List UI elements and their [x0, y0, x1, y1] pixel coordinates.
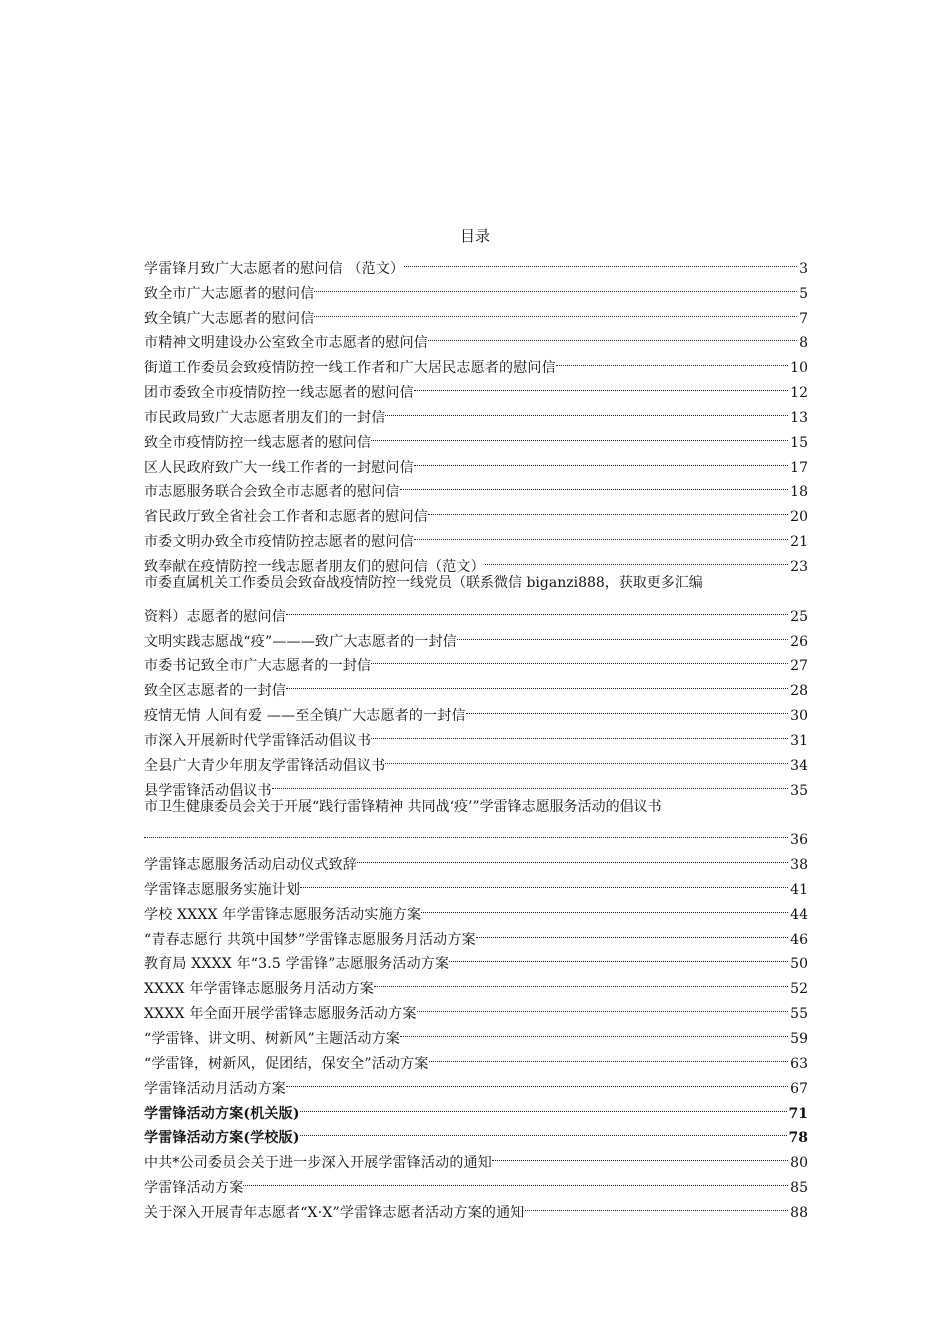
- toc-leader-dots: [374, 968, 788, 993]
- toc-entry-title: 街道工作委员会致疫情防控一线工作者和广大居民志愿者的慰问信: [144, 360, 556, 377]
- toc-entry-title: “学雷锋，树新风，促团结，保安全”活动方案: [144, 1055, 429, 1072]
- toc-page-number: 59: [790, 1031, 808, 1047]
- toc-leader-dots: [466, 695, 788, 720]
- toc-entry[interactable]: [144, 571, 808, 625]
- toc-leader-dots: [300, 869, 788, 894]
- toc-leader-dots: [385, 397, 788, 422]
- toc-entry-title: 学雷锋月致广大志愿者的慰问信 （范文）: [144, 260, 405, 277]
- toc-leader-dots: [492, 1142, 788, 1167]
- toc-page-number: 17: [790, 459, 808, 476]
- toc-entry-title: 中共*公司委员会关于进一步深入开展学雷锋活动的通知: [144, 1155, 492, 1172]
- toc-entry[interactable]: [144, 844, 808, 874]
- toc-page-number: 41: [790, 881, 808, 898]
- toc-entry-title: 学校 XXXX 年学雷锋志愿服务活动实施方案: [144, 906, 422, 923]
- toc-entry-title: “学雷锋、讲文明、树新风”主题活动方案: [144, 1031, 401, 1047]
- toc-entry-title: 市卫生健康委员会关于开展“践行雷锋精神 共同战‘疫’”学雷锋志愿服务活动的倡议书: [144, 798, 662, 815]
- toc-page-number: 21: [790, 534, 808, 551]
- toc-leader-dots: [314, 273, 797, 298]
- toc-list: [144, 248, 808, 1221]
- toc-entry[interactable]: [144, 795, 808, 849]
- toc-leader-dots: [400, 1018, 788, 1043]
- toc-entry-title: 市委文明办致全市疫情防控志愿者的慰问信: [144, 534, 414, 551]
- toc-entry[interactable]: [144, 248, 808, 277]
- toc-page-number: 80: [790, 1155, 808, 1172]
- toc-entry-title: XXXX 年学雷锋志愿服务月活动方案: [144, 981, 374, 998]
- toc-line: [144, 819, 808, 849]
- toc-page-number: 85: [790, 1180, 808, 1197]
- toc-entry-title: “青春志愿行 共筑中国梦”学雷锋志愿服务月活动方案: [144, 931, 476, 948]
- toc-page-number: 13: [790, 409, 808, 426]
- toc-leader-dots: [476, 919, 788, 944]
- toc-page-number: 35: [790, 782, 808, 799]
- toc-leader-dots: [417, 993, 789, 1018]
- toc-page-number: 46: [790, 931, 808, 948]
- toc-page-number: 15: [790, 434, 808, 451]
- toc-leader-dots: [457, 621, 788, 646]
- toc-leader-dots: [286, 596, 788, 621]
- toc-entry-title: 全县广大青少年朋友学雷锋活动倡议书: [144, 757, 386, 774]
- toc-entry-title: 市委直属机关工作委员会致奋战疫情防控一线党员（联系微信 biganzi888，获取更多汇编: [144, 574, 703, 591]
- toc-entry-title: 致全市广大志愿者的慰问信: [144, 285, 315, 302]
- toc-page-number: 31: [790, 732, 808, 749]
- toc-page-number: 5: [799, 285, 808, 302]
- toc-leader-dots: [300, 1093, 787, 1118]
- toc-entry-title: 市精神文明建设办公室致全市志愿者的慰问信: [144, 335, 428, 352]
- toc-entry[interactable]: [144, 1167, 808, 1197]
- toc-page-number: 34: [790, 757, 808, 774]
- toc-entry-title: 资料）志愿者的慰问信: [144, 608, 286, 625]
- toc-leader-dots: [556, 347, 788, 372]
- toc-entry-title: 学雷锋活动月活动方案: [144, 1080, 286, 1097]
- toc-leader-dots: [400, 472, 789, 497]
- toc-page-number: 23: [790, 558, 808, 575]
- toc-entry-title: 市志愿服务联合会致全市志愿者的慰问信: [144, 484, 400, 501]
- toc-page-number: 36: [790, 832, 808, 849]
- toc-page-number: 27: [790, 658, 808, 675]
- toc-entry-title: 学雷锋活动方案(机关版): [144, 1105, 300, 1122]
- toc-line: [144, 596, 808, 625]
- toc-entry-title: 致全市疫情防控一线志愿者的慰问信: [144, 434, 372, 451]
- toc-leader-dots: [371, 646, 788, 671]
- toc-page-number: 50: [790, 956, 808, 973]
- toc-leader-dots: [414, 521, 788, 546]
- toc-entry-title: 市民政局致广大志愿者朋友们的一封信: [144, 409, 386, 426]
- toc-leader-dots: [286, 670, 788, 695]
- toc-entry-title: 致全区志愿者的一封信: [144, 683, 286, 700]
- toc-leader-dots: [414, 372, 788, 397]
- toc-entry-title: 学雷锋活动方案(学校版): [144, 1130, 300, 1147]
- toc-page-number: 20: [790, 509, 808, 526]
- toc-entry-title: 致奉献在疫情防控一线志愿者朋友们的慰问信（范文）: [144, 558, 485, 575]
- toc-entry-title: XXXX 年全面开展学雷锋志愿服务活动方案: [144, 1006, 417, 1023]
- toc-leader-dots: [404, 248, 797, 273]
- toc-page-number: 26: [790, 633, 808, 650]
- toc-leader-dots: [525, 1192, 789, 1217]
- toc-entry[interactable]: [144, 1192, 808, 1221]
- toc-entry-title: 疫情无情 人间有爱 ——至全镇广大志愿者的一封信: [144, 708, 466, 725]
- toc-line: [144, 1192, 808, 1221]
- toc-entry-title: 文明实践志愿战“疫”———致广大志愿者的一封信: [144, 633, 457, 650]
- toc-leader-dots: [421, 894, 788, 919]
- toc-entry-title: 致全镇广大志愿者的慰问信: [144, 310, 315, 327]
- toc-page-number: 7: [799, 310, 808, 327]
- toc-entry-title: 学雷锋志愿服务实施计划: [144, 881, 301, 898]
- toc-entry-title: 区人民政府致广大一线工作者的一封慰问信: [144, 459, 414, 476]
- toc-page-number: 10: [790, 360, 808, 377]
- toc-page-number: 63: [790, 1055, 808, 1072]
- toc-leader-dots: [144, 819, 788, 844]
- toc-line: [144, 844, 808, 874]
- toc-entry-title: 教育局 XXXX 年“3.5 学雷锋”志愿服务活动方案: [144, 956, 450, 973]
- toc-page-number: 12: [790, 385, 808, 402]
- toc-page-number: 38: [790, 857, 808, 874]
- toc-entry-title: 市深入开展新时代学雷锋活动倡议书: [144, 732, 372, 749]
- toc-page-number: 88: [790, 1204, 808, 1221]
- toc-entry-title: 学雷锋志愿服务活动启动仪式致辞: [144, 857, 357, 874]
- toc-leader-dots: [371, 720, 788, 745]
- toc-entry-title: 团市委致全市疫情防控一线志愿者的慰问信: [144, 385, 414, 402]
- toc-page-number: 3: [799, 260, 808, 277]
- toc-leader-dots: [357, 844, 788, 869]
- toc-page-number: 8: [799, 335, 808, 352]
- toc-page-number: 30: [790, 708, 808, 725]
- toc-entry-title: 市委书记致全市广大志愿者的一封信: [144, 658, 372, 675]
- toc-leader-dots: [449, 944, 788, 969]
- toc-line: [144, 248, 808, 277]
- toc-page-number: 71: [788, 1105, 808, 1122]
- toc-leader-dots: [485, 546, 788, 571]
- toc-entry-title: 学雷锋活动方案: [144, 1180, 244, 1197]
- toc-leader-dots: [243, 1167, 788, 1192]
- toc-page-number: 18: [790, 484, 808, 501]
- toc-page-number: 78: [788, 1130, 808, 1147]
- toc-line: [144, 1167, 808, 1197]
- toc-entry-title: 省民政厅致全省社会工作者和志愿者的慰问信: [144, 509, 428, 526]
- toc-title: 目录: [459, 227, 490, 245]
- toc-page-number: 67: [790, 1080, 808, 1097]
- toc-leader-dots: [314, 298, 797, 323]
- toc-leader-dots: [286, 1068, 788, 1093]
- toc-entry-title: 县学雷锋活动倡议书: [144, 782, 272, 799]
- toc-page-number: 55: [790, 1006, 808, 1023]
- toc-leader-dots: [428, 323, 797, 348]
- toc-leader-dots: [414, 447, 788, 472]
- toc-leader-dots: [385, 745, 788, 770]
- toc-leader-dots: [272, 770, 788, 795]
- toc-leader-dots: [300, 1118, 787, 1143]
- toc-page-number: 44: [790, 906, 808, 923]
- toc-page-number: 28: [790, 683, 808, 700]
- toc-entry-title: 关于深入开展青年志愿者“X·X”学雷锋志愿者活动方案的通知: [144, 1204, 525, 1221]
- toc-leader-dots: [428, 496, 788, 521]
- toc-leader-dots: [429, 1043, 789, 1068]
- toc-leader-dots: [371, 422, 788, 447]
- toc-page-number: 25: [790, 608, 808, 625]
- toc-page-number: 52: [790, 981, 808, 998]
